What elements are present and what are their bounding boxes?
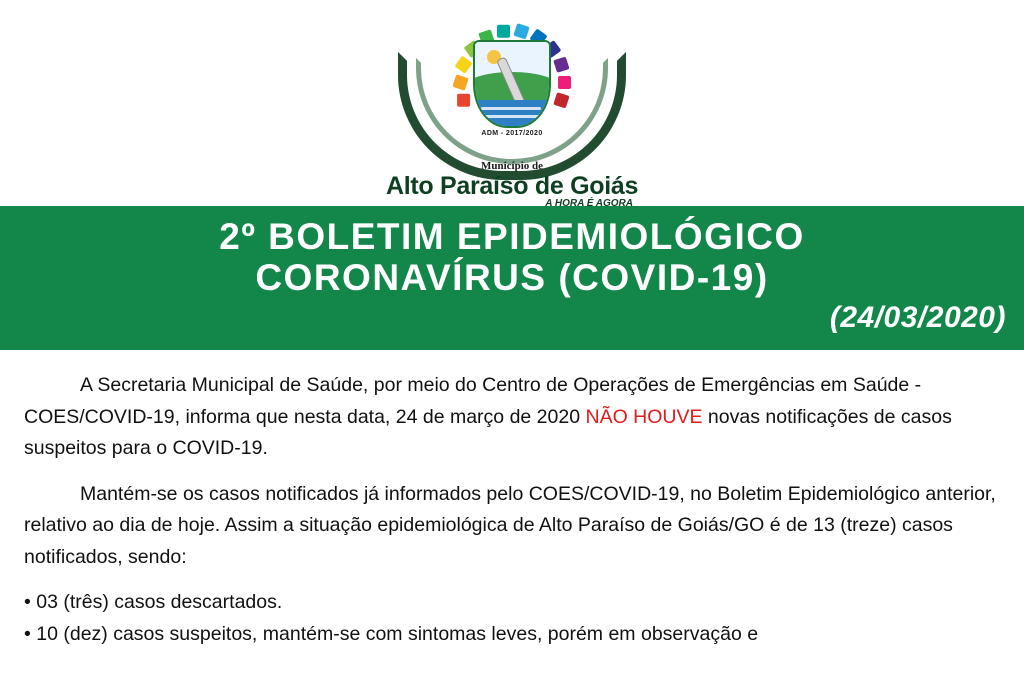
municipality-slogan-label: A HORA É AGORA: [545, 198, 633, 209]
paragraph-1-part-2: novas notificações de casos suspeitos para o COVID-19.: [24, 405, 952, 460]
bulletin-title-line-1: 2º BOLETIM EPIDEMIOLÓGICO: [219, 216, 805, 257]
crest: [387, 8, 637, 158]
paragraph-1-highlight: NÃO HOUVE: [585, 405, 703, 428]
municipality-prefix-label: Município de: [480, 160, 544, 172]
list-item: • 10 (dez) casos suspeitos, mantém-se com sintomas leves, porém em observação e: [24, 623, 759, 646]
bulletin-title-line-2: CORONAVÍRUS (COVID-19): [255, 257, 769, 299]
emblem-square-icon: [513, 23, 529, 39]
municipality-name-label: Alto Paraíso de Goiás: [385, 172, 639, 200]
shield-icon: [473, 40, 551, 128]
wave-line: [481, 107, 541, 110]
administration-period-label: ADM - 2017/2020: [481, 130, 543, 137]
paragraph-2: Mantém-se os casos notificados já informados pelo COES/COVID-19, no Boletim Epidemiológico anterior, relativo ao dia de hoje. Assim a situação epidemiológica de Alto Paraíso de Goiás/GO é de 13 (treze) casos notificados, sendo:: [24, 482, 996, 568]
bulletin-body: [0, 350, 1024, 651]
paragraph-1: [24, 370, 1000, 465]
list-item: • 03 (três) casos descartados.: [24, 591, 283, 614]
municipal-emblem: [385, 8, 639, 209]
document-header: [0, 0, 1024, 209]
cases-list: [24, 587, 1000, 650]
water-shape: [475, 100, 549, 126]
bulletin-date: (24/03/2020): [829, 300, 1006, 334]
title-band: [0, 206, 1024, 350]
emblem-square-icon: [497, 24, 510, 37]
wave-line: [481, 115, 541, 118]
paragraph-1-part-1: A Secretaria Municipal de Saúde, por meio do Centro de Operações de Emergências em Saúde - COES/COVID-19, informa que nesta data, 24 de março de 2020: [24, 374, 922, 428]
